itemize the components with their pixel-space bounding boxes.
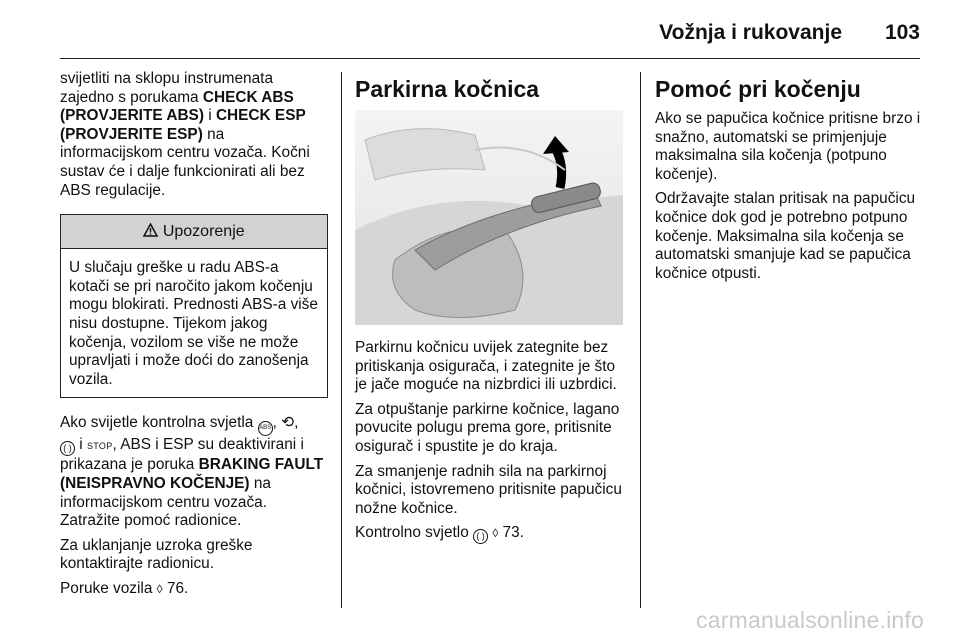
column-parking-brake — [355, 76, 627, 550]
page-reference-arrow-icon: ◊ — [492, 526, 499, 541]
column-brake-assist — [655, 76, 923, 289]
header-rule — [60, 58, 920, 59]
warning-triangle-icon — [143, 223, 162, 240]
page-reference[interactable]: 73. — [498, 524, 524, 542]
paragraph: svijetliti na sklopu instrumenata zajedno s porukama CHECK ABS (PROVJERITE ABS) i CHECK ESP (PROVJERITE ESP) na informacijskom centru vozača. Kočni sustav će i dalje funkcionirati ali bez ABS regulacije. — [60, 70, 310, 199]
page-number: 103 — [884, 21, 920, 44]
paragraph: Za uklanjanje uzroka greške kontaktirajte radionicu. — [60, 536, 253, 573]
column-divider — [341, 72, 342, 608]
parking-brake-illustration — [355, 110, 623, 325]
warning-body: U slučaju greške u radu ABS-a kotači se pri naročito jakom kočenju mogu blokirati. Prednosti ABS-a više nisu dostupne. Tijekom jakog kočenja, vozilom se više ne može upravljati i može doći do zanošenja vozila. — [69, 259, 318, 388]
page-reference[interactable]: 76. — [162, 579, 189, 597]
warning-box — [60, 214, 328, 398]
paragraph: Parkirnu kočnicu uvijek zategnite bez pritiskanja osigurača, i zategnite je što je jače moguće na nizbrdici ili uzbrdici. — [355, 339, 617, 394]
paragraph: Ako se papučica kočnice pritisne brzo i snažno, automatski se primjenjuje maksimalna sila kočenja (potpuno kočenje). — [655, 110, 921, 183]
stop-icon: STOP — [86, 441, 113, 452]
message-check-abs: CHECK ABS (PROVJERITE ABS) — [60, 88, 294, 125]
paragraph: Održavajte stalan pritisak na papučicu kočnice dok god je potrebno potpuno kočenje. Maksimalna sila kočenja se automatski smanjuje kad se papučica kočnice otpusti. — [655, 190, 916, 282]
parking-brake-lever-image — [355, 110, 623, 325]
paragraph: Za smanjenje radnih sila na parkirnoj kočnici, istovremeno pritisnite papučicu nožne kočnice. — [355, 462, 622, 517]
page-reference-arrow-icon: ◊ — [156, 581, 163, 596]
paragraph: Ako svijetle kontrolna svjetla ABS, ⟲, ( ) i STOP, ABS i ESP su deaktivirani i prikazana je poruka BRAKING FAULT (NEISPRAVNO KOČENJE) na informacijskom centru vozača. Zatražite pomoć radionice. — [60, 414, 324, 530]
warning-header — [61, 215, 327, 249]
page-header — [0, 0, 960, 60]
column-abs — [60, 70, 328, 604]
paragraph: Poruke vozila ◊ 76. — [60, 579, 189, 597]
brake-warning-icon: ( ) — [473, 529, 488, 544]
paragraph: Za otpuštanje parkirne kočnice, lagano povucite polugu prema gore, pritisnite osigurač i spustite je do kraja. — [355, 400, 620, 455]
watermark: carmanualsonline.info — [696, 607, 924, 633]
section-title: Parkirna kočnica — [355, 76, 540, 102]
column-divider — [640, 72, 641, 608]
message-check-esp: CHECK ESP (PROVJERITE ESP) — [60, 107, 306, 143]
section-title: Pomoć pri kočenju — [655, 76, 861, 102]
esp-warning-icon: ⟲ — [281, 414, 295, 432]
header-title: Vožnja i rukovanje — [659, 21, 842, 44]
warning-title: Upozorenje — [162, 223, 245, 241]
paragraph: Kontrolno svjetlo ( ) ◊ 73. — [355, 524, 627, 544]
brake-warning-icon: ( ) — [60, 441, 75, 456]
message-braking-fault: BRAKING FAULT (NEISPRAVNO KOČENJE) — [60, 456, 324, 492]
abs-warning-icon: ABS — [258, 421, 273, 436]
